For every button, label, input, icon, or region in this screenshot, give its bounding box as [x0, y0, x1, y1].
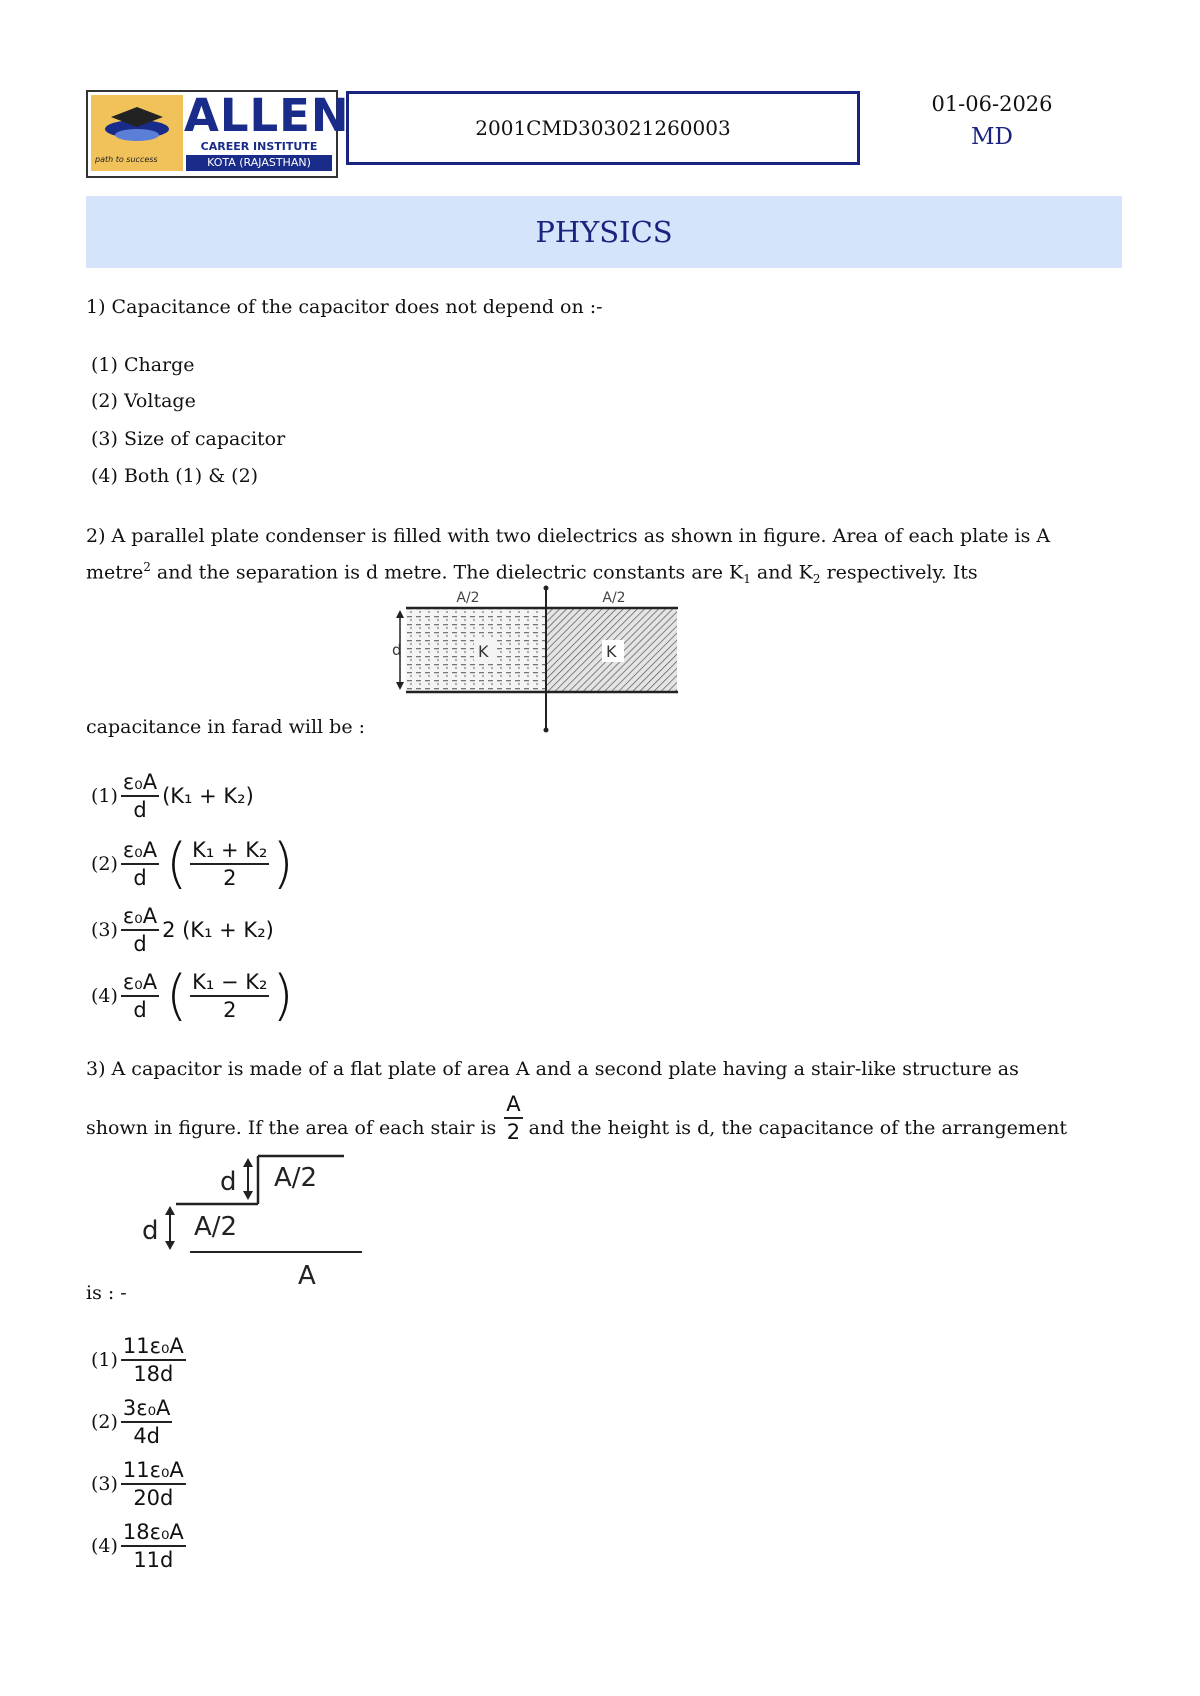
- q2-text-line2: metre$^2$ and the separation is d metre. The dielectric constants are $K_1$ and $K_2$ respectively. Its: [86, 560, 978, 587]
- paper-code: 2001CMD303021260003: [475, 116, 731, 140]
- q3-option-1[interactable]: (1) $\frac{\text{11ε₀A}}{18d}$: [91, 1334, 184, 1386]
- paper-code-box: [346, 91, 860, 165]
- q2-fig-label-k1: K: [478, 642, 489, 661]
- q3-text-line2: shown in figure. If the area of each stair is $\frac{A}{2}$ and the height is d, the capacitance of the arrangement: [86, 1092, 1068, 1144]
- q1-text: 1) Capacitance of the capacitor does not depend on :-: [86, 296, 603, 318]
- q2-option-1[interactable]: (1) $\frac{\text{ε₀A}}{d}$ (K₁ + K₂): [91, 770, 254, 822]
- q3-text-line3: is : -: [86, 1282, 127, 1304]
- q1-option-3[interactable]: (3) Size of capacitor: [91, 428, 286, 450]
- q3-option-2[interactable]: (2) $\frac{\text{3ε₀A}}{4d}$: [91, 1396, 171, 1448]
- logo-line1: CAREER INSTITUTE: [200, 140, 318, 153]
- q2-fig-label-d: d: [392, 641, 402, 659]
- allen-logo: [86, 89, 350, 178]
- exam-date: 01-06-2026: [931, 92, 1053, 116]
- q2-fig-label-right: A/2: [602, 590, 626, 606]
- q3-fig-d-lower: d: [142, 1216, 159, 1246]
- logo-tagline: path to success: [95, 155, 158, 164]
- q2-fig-label-left: A/2: [456, 590, 480, 606]
- logo-brand: ALLEN: [184, 89, 350, 142]
- q3-option-4[interactable]: (4) $\frac{\text{18ε₀A}}{11d}$: [91, 1520, 184, 1572]
- q3-fig-bottom-label: A: [298, 1261, 316, 1290]
- exam-stream: MD: [971, 124, 1013, 150]
- q3-option-3[interactable]: (3) $\frac{\text{11ε₀A}}{20d}$: [91, 1458, 184, 1510]
- section-title: PHYSICS: [535, 215, 673, 249]
- q1-option-4[interactable]: (4) Both (1) & (2): [91, 465, 259, 487]
- q3-fig-d-upper: d: [220, 1167, 237, 1197]
- logo-emblem: [91, 95, 183, 171]
- q3-fig-lower-label: A/2: [194, 1212, 238, 1242]
- q3-stair-figure: [140, 1150, 370, 1290]
- q3-text-line1: 3) A capacitor is made of a flat plate of area A and a second plate having a stair-like structure as: [86, 1058, 1019, 1080]
- q3-fig-upper-label: A/2: [274, 1163, 318, 1193]
- q2-option-3[interactable]: (3) $\frac{\text{ε₀A}}{d}$ 2 (K₁ + K₂): [91, 904, 274, 956]
- q2-option-2[interactable]: (2) $\frac{\text{ε₀A}}{d}$ ( $\frac{\text{K₁ + K₂}}{2}$ ): [91, 832, 294, 895]
- q2-option-4[interactable]: (4) $\frac{\text{ε₀A}}{d}$ ( $\frac{\text{K₁ − K₂}}{2}$ ): [91, 964, 294, 1027]
- q2-dielectric-figure: [388, 582, 694, 736]
- q1-option-2[interactable]: (2) Voltage: [91, 390, 196, 412]
- q2-fig-label-k2: K: [606, 642, 617, 661]
- q1-option-1[interactable]: (1) Charge: [91, 354, 195, 376]
- section-band: [86, 196, 1122, 268]
- q2-text-line1: 2) A parallel plate condenser is filled with two dielectrics as shown in figure. Area of each plate is A: [86, 525, 1051, 547]
- q2-text-line3: capacitance in farad will be :: [86, 716, 366, 738]
- logo-line2: KOTA (RAJASTHAN): [186, 155, 332, 171]
